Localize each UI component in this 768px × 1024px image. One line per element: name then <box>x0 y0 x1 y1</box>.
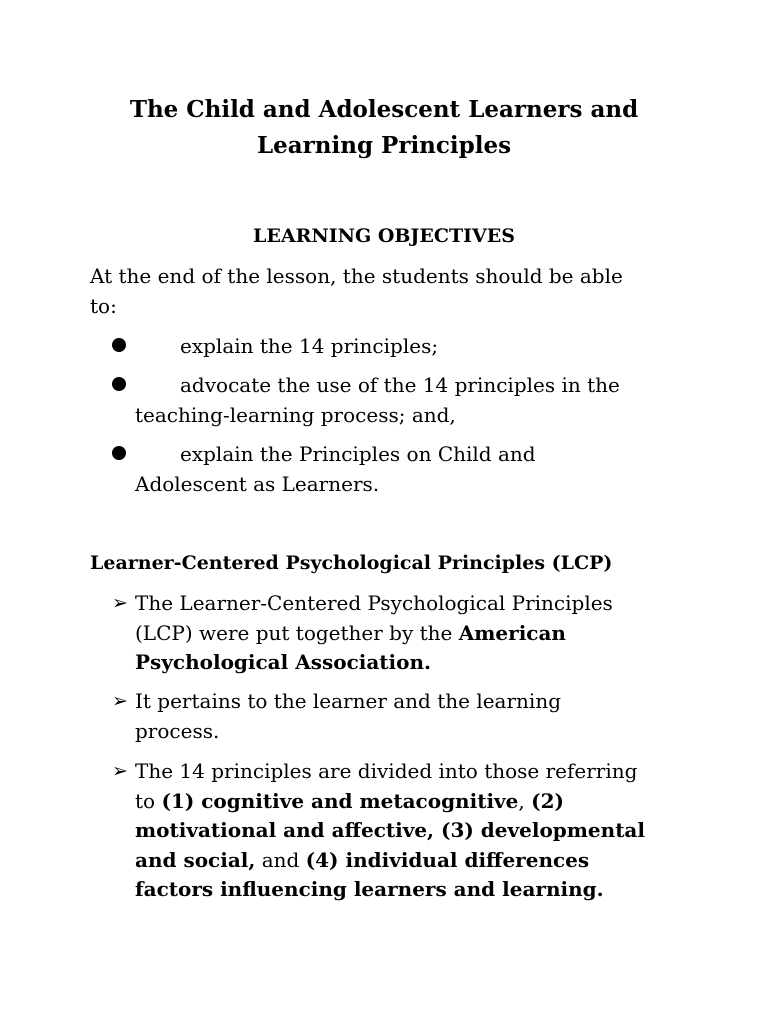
lcp-item-text: (LCP) were put together by the <box>135 620 459 645</box>
objective-text-line-2: Adolescent as Learners. <box>135 472 380 496</box>
document-title <box>60 92 708 164</box>
objective-text-line-2: teaching-learning process; and, <box>135 403 456 427</box>
lcp-item-line-5 <box>135 875 604 905</box>
lcp-item-text: and <box>255 847 306 872</box>
bullet-dot-icon <box>112 446 126 460</box>
arrow-bullet-icon: ➢ <box>112 690 128 712</box>
intro-line-1: At the end of the lesson, the students should be able <box>90 264 623 288</box>
objective-text-line-1: advocate the use of the 14 principles in the <box>180 373 620 397</box>
lcp-item-line-2: process. <box>135 718 220 743</box>
lcp-item-bold-text: American <box>458 620 566 645</box>
title-line-2: Learning Principles <box>256 132 512 159</box>
lcp-item-line-2 <box>135 619 566 649</box>
lcp-item-text: , <box>518 788 532 813</box>
lcp-item-bold-text: and social, <box>135 847 256 872</box>
lcp-item-bold-text: Psychological Association. <box>135 650 431 674</box>
lcp-item-bold-text: (1) cognitive and metacognitive <box>161 788 519 813</box>
lcp-item-line-1: It pertains to the learner and the learning <box>135 689 562 713</box>
lcp-item-line-1: The 14 principles are divided into those referring <box>135 759 638 783</box>
objective-text-line-1: explain the 14 principles; <box>180 334 439 358</box>
arrow-bullet-icon: ➢ <box>112 760 128 782</box>
lcp-item-line-2 <box>135 787 564 817</box>
lcp-item-line-3 <box>135 816 645 846</box>
bullet-dot-icon <box>112 377 126 391</box>
lcp-item-text: to <box>135 788 162 813</box>
lcp-heading: Learner-Centered Psychological Principles (LCP) <box>90 552 613 574</box>
lcp-item-bold-text: factors influencing learners and learning. <box>135 877 604 901</box>
learning-objectives-heading: LEARNING OBJECTIVES <box>252 225 515 247</box>
arrow-bullet-icon: ➢ <box>112 592 128 614</box>
objectives-intro <box>90 261 690 321</box>
title-line-1: The Child and Adolescent Learners and <box>129 96 639 123</box>
intro-line-2: to: <box>90 294 117 318</box>
lcp-item-bold-text: (2) <box>531 788 564 813</box>
bullet-dot-icon <box>112 338 126 352</box>
lcp-item-line-4 <box>135 846 589 876</box>
lcp-item-bold-text: motivational and affective, (3) developmental <box>135 818 645 842</box>
lcp-item-bold-text: (4) individual differences <box>305 847 590 872</box>
lcp-item-line-1: The Learner-Centered Psychological Principles <box>135 591 613 615</box>
objective-text-line-1: explain the Principles on Child and <box>180 442 536 466</box>
lcp-item-line-3 <box>135 648 431 678</box>
